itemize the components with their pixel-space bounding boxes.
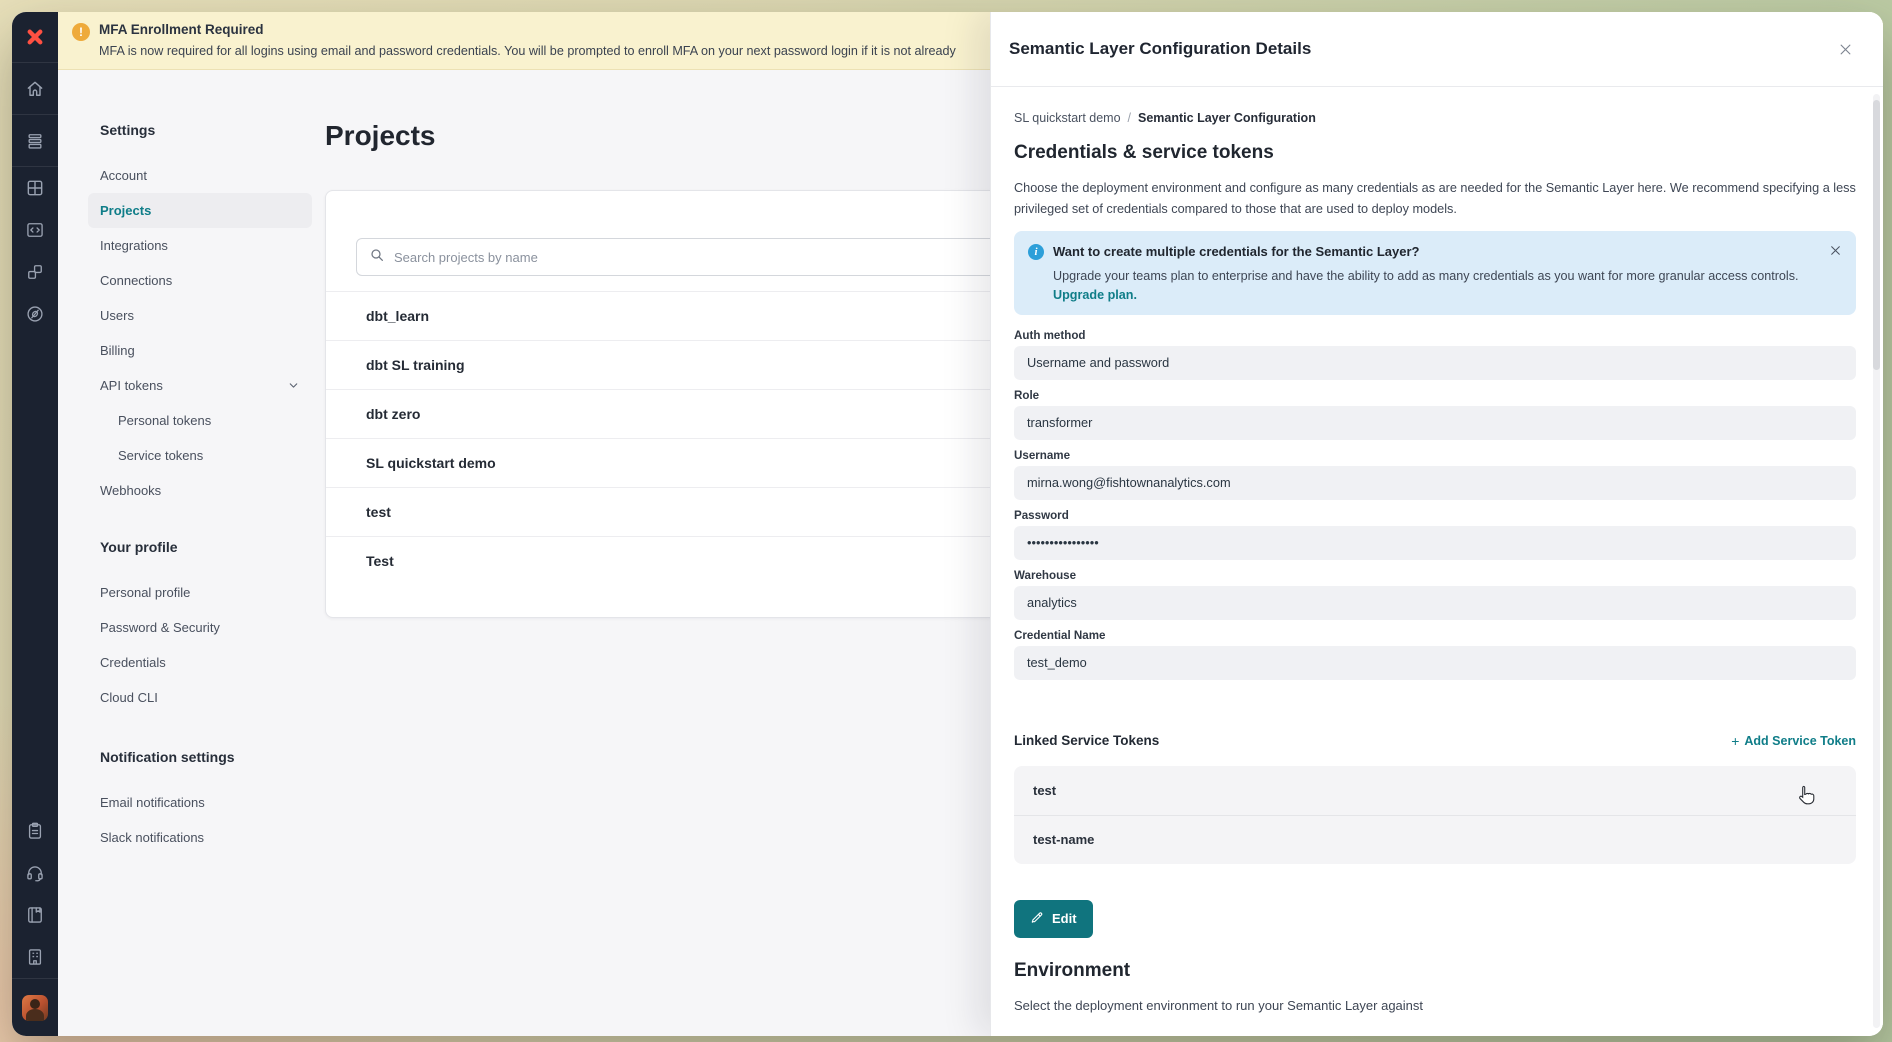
mfa-banner-message: MFA is now required for all logins using email and password credentials. You will be prompted to enroll MFA on your next password login if it is not already — [99, 44, 956, 58]
semantic-layer-panel — [990, 12, 1883, 1036]
project-row[interactable]: dbt zero — [326, 389, 1096, 438]
environment-section-description: Select the deployment environment to run your Semantic Layer against — [1014, 997, 1424, 1013]
mfa-banner-title: MFA Enrollment Required — [99, 22, 264, 37]
sidebar-item-slack-notifications[interactable] — [88, 820, 312, 855]
sidebar-item-webhooks[interactable] — [88, 473, 312, 508]
field-credential-name — [1014, 629, 1856, 680]
nav-label: Personal profile — [100, 585, 191, 600]
sidebar-item-projects[interactable] — [88, 193, 312, 228]
nav-label: Projects — [100, 203, 152, 218]
chevron-down-icon — [287, 379, 300, 392]
nav-label: Credentials — [100, 655, 166, 670]
field-role — [1014, 389, 1856, 440]
nav-label: Email notifications — [100, 795, 205, 810]
field-label: Warehouse — [1014, 568, 1077, 582]
profile-nav-title: Your profile — [100, 539, 178, 555]
projects-card — [325, 190, 1097, 618]
role-value: transformer — [1014, 406, 1856, 440]
field-label: Auth method — [1014, 328, 1086, 342]
panel-scrollbar-thumb[interactable] — [1873, 100, 1880, 370]
plus-icon: + — [1731, 732, 1740, 749]
projects-list — [326, 291, 1096, 585]
field-username — [1014, 449, 1856, 500]
dashboards-icon[interactable] — [12, 167, 58, 209]
user-avatar-tile[interactable] — [12, 978, 58, 1036]
field-label: Role — [1014, 388, 1040, 402]
field-password — [1014, 509, 1856, 560]
dbt-logo[interactable] — [12, 12, 58, 63]
app-window — [12, 12, 1883, 1036]
field-warehouse — [1014, 569, 1856, 620]
sidebar-item-personal-profile[interactable] — [88, 575, 312, 610]
nav-label: API tokens — [100, 378, 163, 393]
sidebar-item-users[interactable] — [88, 298, 312, 333]
nav-label: Billing — [100, 343, 135, 358]
add-service-token-button[interactable] — [1731, 733, 1856, 749]
nav-label: Connections — [100, 273, 173, 288]
project-row[interactable]: dbt SL training — [326, 340, 1096, 389]
sidebar-item-billing[interactable] — [88, 333, 312, 368]
auth-method-value: Username and password — [1014, 346, 1856, 380]
info-banner-close-icon[interactable] — [1829, 244, 1842, 257]
panel-scrollbar[interactable] — [1873, 94, 1880, 1028]
credentials-form — [1014, 329, 1856, 680]
username-value: mirna.wong@fishtownanalytics.com — [1014, 466, 1856, 500]
sidebar-item-api-tokens[interactable] — [88, 368, 312, 403]
search-input[interactable] — [394, 250, 1055, 265]
linked-tokens-header — [1014, 733, 1856, 749]
credential-name-value: test_demo — [1014, 646, 1856, 680]
add-service-token-label: Add Service Token — [1744, 733, 1856, 748]
project-row[interactable]: test — [326, 487, 1096, 536]
sidebar-item-cloud-cli[interactable] — [88, 680, 312, 715]
field-label: Credential Name — [1014, 628, 1106, 642]
warehouse-value: analytics — [1014, 586, 1856, 620]
breadcrumb — [1014, 111, 1856, 125]
panel-body — [991, 87, 1883, 1036]
edit-button-label: Edit — [1052, 911, 1077, 927]
project-row[interactable]: SL quickstart demo — [326, 438, 1096, 487]
nav-label: Personal tokens — [118, 413, 212, 428]
sidebar-item-service-tokens[interactable] — [88, 438, 312, 473]
upgrade-plan-link[interactable]: Upgrade plan. — [1053, 287, 1137, 302]
linked-tokens-title: Linked Service Tokens — [1014, 733, 1160, 749]
nav-label: Account — [100, 168, 147, 183]
environment-section-title: Environment — [1014, 959, 1131, 981]
develop-ide-icon[interactable] — [12, 209, 58, 251]
sidebar-item-integrations[interactable] — [88, 228, 312, 263]
info-icon: i — [1028, 244, 1044, 260]
credentials-section-description: Choose the deployment environment and configure as many credentials as are needed for the Semantic Layer here. We recommend specifying a less privileged set of credentials compared to those that are used to deploy models. — [1014, 181, 1856, 216]
nav-label: Users — [100, 308, 134, 323]
sidebar-item-credentials[interactable] — [88, 645, 312, 680]
sidebar-item-account[interactable] — [88, 158, 312, 193]
user-avatar[interactable] — [22, 995, 48, 1021]
panel-title: Semantic Layer Configuration Details — [1009, 39, 1312, 58]
settings-nav — [88, 122, 312, 855]
password-value: •••••••••••••••• — [1014, 526, 1856, 560]
deploy-icon[interactable] — [12, 115, 58, 167]
panel-header — [991, 12, 1883, 87]
home-icon[interactable] — [12, 63, 58, 115]
support-headset-icon[interactable] — [12, 852, 58, 894]
sidebar — [12, 12, 58, 1036]
projects-search-box — [356, 238, 1068, 276]
pencil-icon — [1030, 910, 1044, 927]
field-auth-method — [1014, 329, 1856, 380]
nav-label: Cloud CLI — [100, 690, 158, 705]
project-row[interactable]: Test — [326, 536, 1096, 585]
sidebar-item-personal-tokens[interactable] — [88, 403, 312, 438]
linked-tokens-list — [1014, 766, 1856, 864]
breadcrumb-project[interactable]: SL quickstart demo — [1014, 111, 1121, 125]
warning-icon: ! — [72, 23, 90, 41]
info-banner-body: Upgrade your teams plan to enterprise and have the ability to add as many credentials as you want for more granular access controls. — [1053, 268, 1799, 283]
nav-label: Slack notifications — [100, 830, 205, 845]
info-banner-title: Want to create multiple credentials for the Semantic Layer? — [1053, 244, 1420, 260]
upgrade-info-banner — [1014, 231, 1856, 315]
breadcrumb-separator: / — [1127, 111, 1132, 125]
token-row[interactable]: test-name — [1014, 815, 1856, 864]
nav-label: Integrations — [100, 238, 168, 253]
sidebar-item-password-security[interactable] — [88, 610, 312, 645]
field-label: Password — [1014, 508, 1069, 522]
sidebar-item-email-notifications[interactable] — [88, 785, 312, 820]
nav-label: Password & Security — [100, 620, 220, 635]
token-row[interactable]: test — [1033, 782, 1057, 798]
nav-label: Service tokens — [118, 448, 204, 463]
settings-nav-title: Settings — [100, 122, 156, 138]
sidebar-item-connections[interactable] — [88, 263, 312, 298]
docs-book-icon[interactable] — [12, 894, 58, 936]
sidebar-spacer — [12, 335, 58, 810]
explore-compass-icon[interactable] — [12, 293, 58, 335]
page-title: Projects — [325, 120, 436, 151]
panel-close-icon[interactable] — [1834, 38, 1857, 61]
dbt-logo-icon — [24, 26, 46, 48]
notes-clipboard-icon[interactable] — [12, 810, 58, 852]
search-icon — [369, 247, 385, 268]
field-label: Username — [1014, 448, 1071, 462]
project-row[interactable]: dbt_learn — [326, 291, 1096, 340]
credentials-section-title: Credentials & service tokens — [1014, 142, 1274, 163]
notifications-nav-title: Notification settings — [100, 749, 235, 765]
organization-building-icon[interactable] — [12, 936, 58, 978]
breadcrumb-page: Semantic Layer Configuration — [1138, 111, 1316, 125]
edit-button[interactable] — [1014, 900, 1093, 938]
nav-label: Webhooks — [100, 483, 162, 498]
environments-icon[interactable] — [12, 251, 58, 293]
